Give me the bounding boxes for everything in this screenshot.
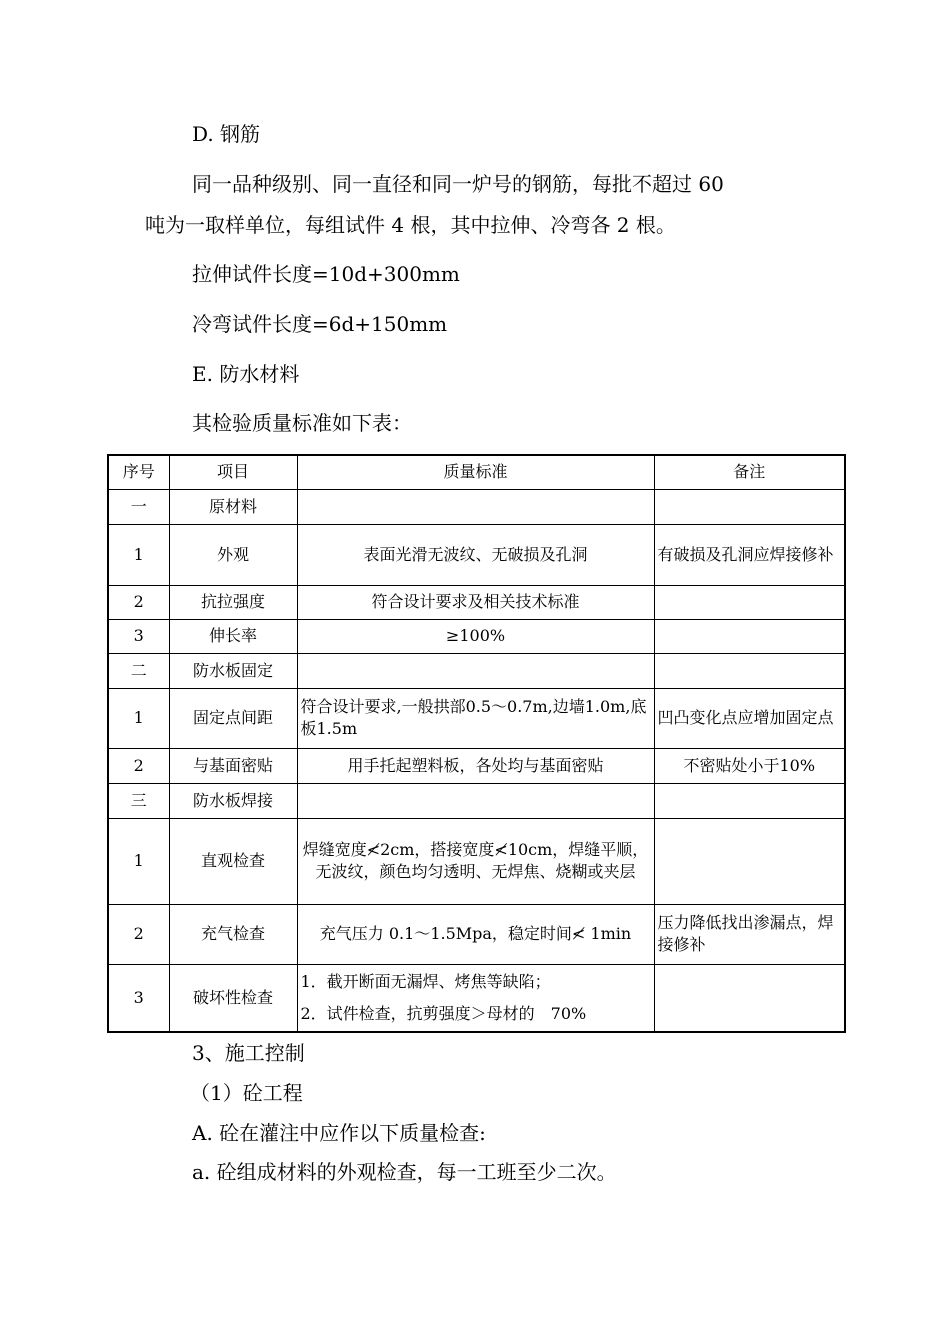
table-cell: 固定点间距 [169, 688, 297, 748]
table-row [108, 818, 845, 904]
table-cell: 用手托起塑料板，各处均与基面密贴 [297, 748, 654, 783]
table-row [108, 688, 845, 748]
table-cell: 2 [108, 904, 169, 964]
table-cell: 表面光滑无波纹、无破损及孔洞 [297, 524, 654, 585]
paragraph-line: a. 砼组成材料的外观检查，每一工班至少二次。 [192, 1160, 617, 1184]
destructive-check-line-2: 2．试件检查，抗剪强度＞母材的 70% [300, 1003, 587, 1023]
table-row [108, 585, 845, 619]
destructive-check-line-1: 1．截开断面无漏焊、烤焦等缺陷； [300, 971, 551, 991]
table-cell: 三 [108, 783, 169, 818]
table-row [108, 748, 845, 783]
table-cell: 符合设计要求及相关技术标准 [297, 585, 654, 619]
table-cell: 压力降低找出渗漏点，焊接修补 [654, 904, 845, 964]
table-cell: 破坏性检查 [169, 964, 297, 1032]
table-cell: 充气压力 0.1～1.5Mpa，稳定时间≮ 1min [297, 904, 654, 964]
section-heading-waterproof: E. 防水材料 [192, 362, 300, 386]
table-cell: 3 [108, 964, 169, 1032]
table-cell: 防水板固定 [169, 653, 297, 688]
header-cell: 质量标准 [297, 455, 654, 489]
table-cell: 3 [108, 619, 169, 653]
table-cell: 防水板焊接 [169, 783, 297, 818]
table-cell: 充气检查 [169, 904, 297, 964]
table-cell: 1 [108, 688, 169, 748]
table-cell [297, 489, 654, 524]
table-cell [297, 964, 654, 1032]
table-cell: 1 [108, 818, 169, 904]
table-cell: 与基面密贴 [169, 748, 297, 783]
table-cell [654, 818, 845, 904]
table-row [108, 619, 845, 653]
table-cell: 不密贴处小于10% [654, 748, 845, 783]
table-cell: 2 [108, 748, 169, 783]
subsection-heading-concrete: （1）砼工程 [190, 1081, 303, 1105]
table-cell [297, 653, 654, 688]
paragraph-line: 拉伸试件长度=10d+300mm [192, 262, 460, 286]
table-row [108, 904, 845, 964]
table-cell [654, 489, 845, 524]
table-cell: 直观检查 [169, 818, 297, 904]
table-row [108, 653, 845, 688]
table-cell: 2 [108, 585, 169, 619]
section-heading-construction-control: 3、施工控制 [192, 1041, 305, 1065]
table-cell: 外观 [169, 524, 297, 585]
table-cell: 一 [108, 489, 169, 524]
table-cell: 凹凸变化点应增加固定点 [654, 688, 845, 748]
paragraph-line: 其检验质量标准如下表： [192, 411, 412, 435]
header-cell: 序号 [108, 455, 169, 489]
header-cell: 备注 [654, 455, 845, 489]
table-cell: 1 [108, 524, 169, 585]
table-row [108, 489, 845, 524]
section-heading-rebar: D. 钢筋 [192, 122, 261, 146]
quality-standard-table [107, 454, 846, 1033]
table-cell: 抗拉强度 [169, 585, 297, 619]
table-header-row [108, 455, 845, 489]
table-cell: 伸长率 [169, 619, 297, 653]
table-cell [654, 783, 845, 818]
table-cell: 原材料 [169, 489, 297, 524]
table-cell: 符合设计要求,一般拱部0.5～0.7m,边墙1.0m,底板1.5m [297, 688, 654, 748]
table-cell: 焊缝宽度≮2cm，搭接宽度≮10cm，焊缝平顺，无波纹，颜色均匀透明、无焊焦、烧糊或夹层 [297, 818, 654, 904]
table-row [108, 783, 845, 818]
table-cell [654, 619, 845, 653]
paragraph-line: 吨为一取样单位，每组试件 4 根，其中拉伸、冷弯各 2 根。 [145, 213, 676, 237]
paragraph-line: 同一品种级别、同一直径和同一炉号的钢筋，每批不超过 60 [192, 172, 724, 196]
paragraph-line: 冷弯试件长度=6d+150mm [192, 312, 448, 336]
table-row [108, 524, 845, 585]
paragraph-line: A. 砼在灌注中应作以下质量检查: [192, 1121, 486, 1145]
table-cell [297, 783, 654, 818]
table-cell: ≥100% [297, 619, 654, 653]
table-row [108, 964, 845, 1032]
table-cell: 有破损及孔洞应焊接修补 [654, 524, 845, 585]
table-cell [654, 653, 845, 688]
header-cell: 项目 [169, 455, 297, 489]
table-cell [654, 964, 845, 1032]
table-cell [654, 585, 845, 619]
table-cell: 二 [108, 653, 169, 688]
